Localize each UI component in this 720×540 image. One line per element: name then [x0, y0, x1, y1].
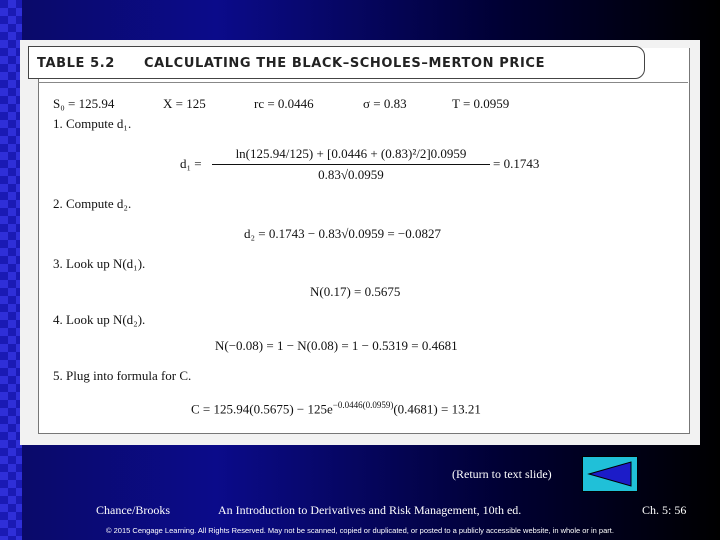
c-formula-pre: C = 125.94(0.5675) − 125e — [191, 401, 333, 417]
footer-author: Chance/Brooks — [96, 503, 170, 517]
fraction-bar — [212, 164, 490, 165]
table-number: TABLE 5.2 — [37, 56, 115, 71]
step-1-label: 1. Compute d₁. — [53, 116, 132, 131]
table-header — [28, 46, 645, 79]
d1-numerator: ln(125.94/125) + [0.0446 + (0.83)²/2]0.0959 — [235, 146, 467, 161]
param-t: T = 0.0959 — [452, 96, 510, 111]
footer-copyright: © 2015 Cengage Learning. All Rights Reserved. May not be scanned, copied or duplicated, or posted to a publicly accessible website, in whole or in part. — [106, 526, 614, 535]
back-arrow-icon — [587, 460, 635, 488]
d1-result: = 0.1743 — [493, 156, 540, 171]
d2-formula: d₂ = 0.1743 − 0.83√0.0959 = −0.0827 — [244, 226, 441, 241]
step-3-label: 3. Look up N(d₁). — [53, 256, 146, 271]
return-to-text-link[interactable]: (Return to text slide) — [452, 467, 552, 481]
d1-lhs: d₁ = — [180, 156, 202, 171]
back-button[interactable] — [582, 456, 638, 492]
step-2-label: 2. Compute d₂. — [53, 196, 132, 211]
c-formula-post: (0.4681) = 13.21 — [393, 401, 481, 417]
table-title: CALCULATING THE BLACK–SCHOLES–MERTON PRICE — [144, 56, 546, 71]
param-x: X = 125 — [163, 96, 206, 111]
header-divider — [38, 82, 688, 83]
step-5-label: 5. Plug into formula for C. — [53, 368, 192, 383]
param-rc: rc = 0.0446 — [254, 96, 314, 111]
param-s0: S₀ = 125.94 — [53, 96, 115, 111]
c-formula-exponent: −0.0446(0.0959) — [332, 400, 394, 410]
param-sigma: σ = 0.83 — [363, 96, 407, 111]
nd2-formula: N(−0.08) = 1 − N(0.08) = 1 − 0.5319 = 0.4681 — [215, 338, 458, 353]
footer-book: An Introduction to Derivatives and Risk Management, 10th ed. — [218, 503, 522, 517]
nd1-formula: N(0.17) = 0.5675 — [310, 284, 401, 299]
d1-fraction — [212, 146, 490, 183]
decorative-strip — [0, 0, 22, 540]
step-4-label: 4. Look up N(d₂). — [53, 312, 146, 327]
c-formula — [191, 400, 481, 417]
footer-chapter: Ch. 5: 56 — [642, 503, 687, 517]
d1-denominator: 0.83√0.0959 — [318, 167, 384, 182]
